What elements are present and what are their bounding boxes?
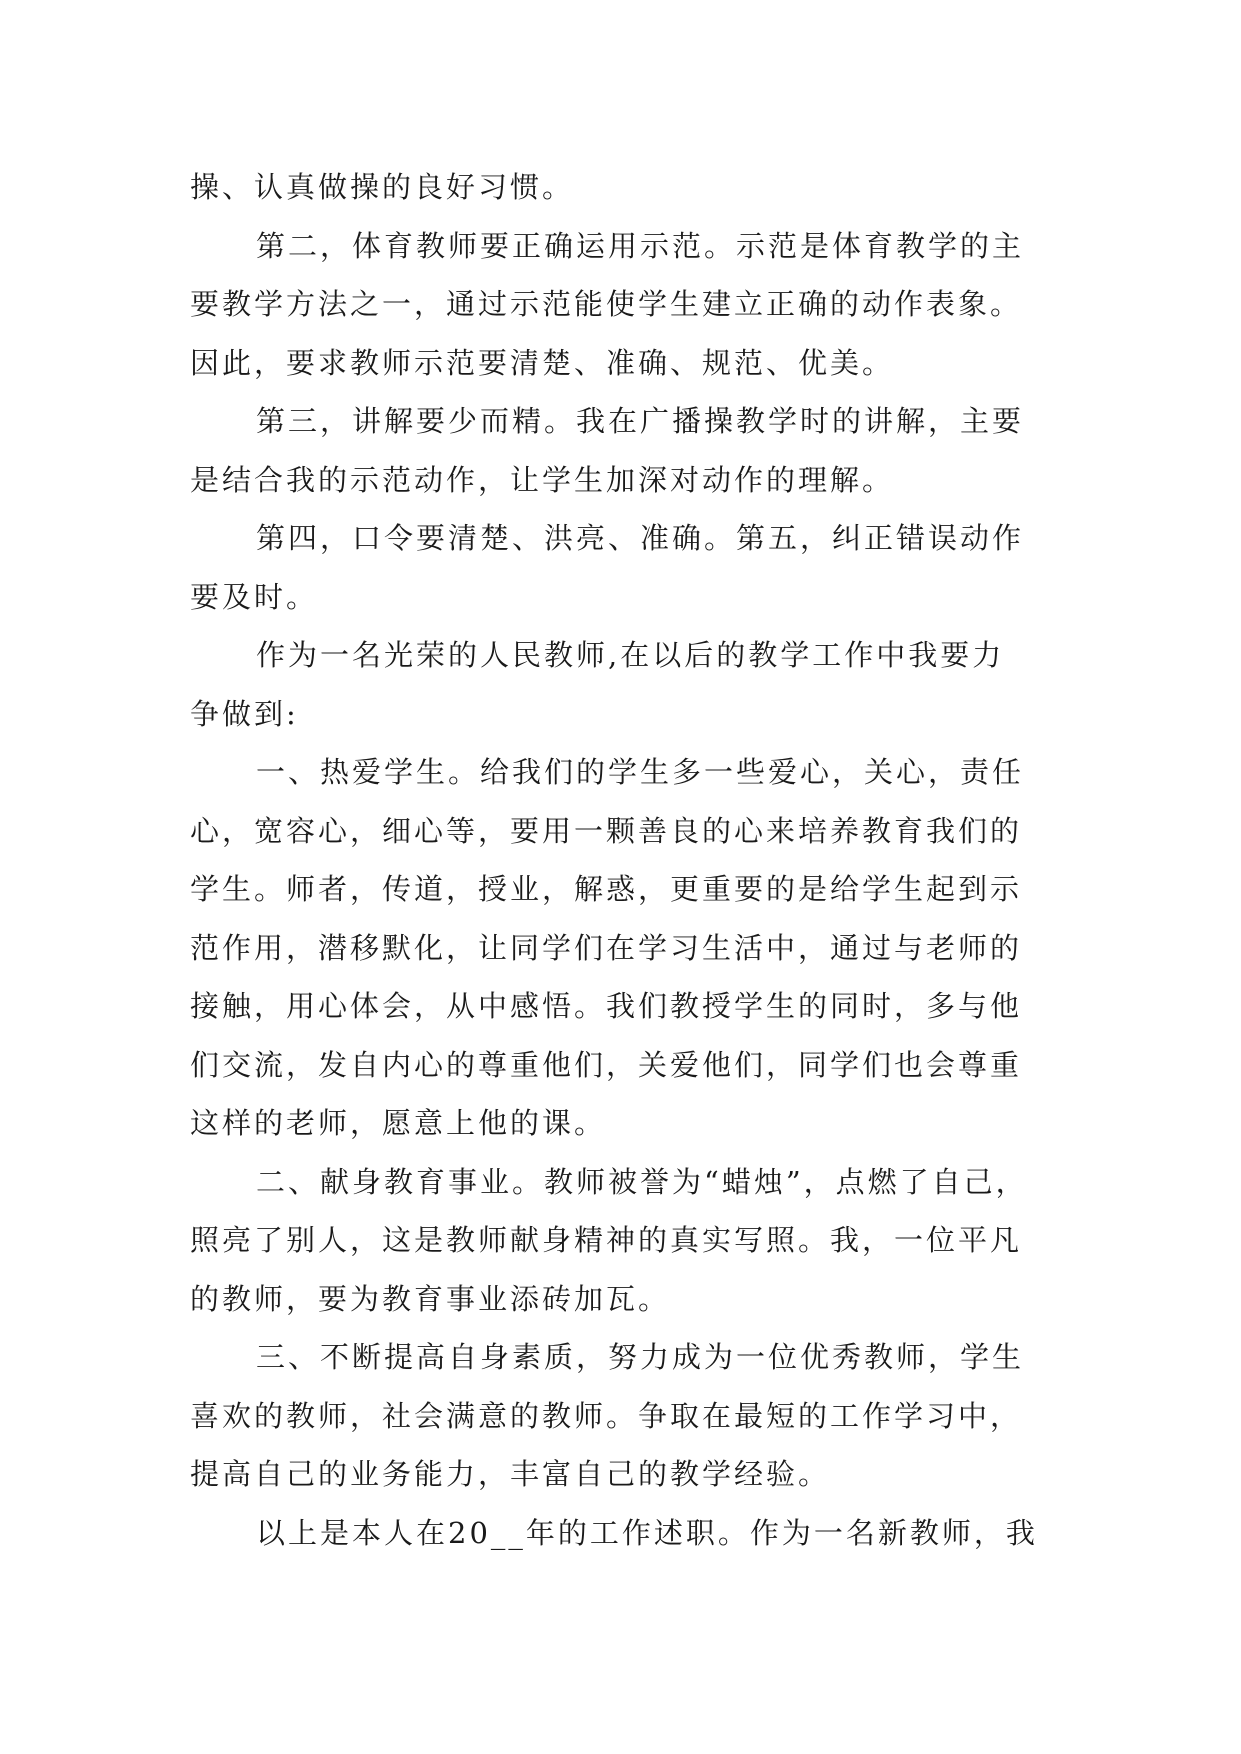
text-line: 因此，要求教师示范要清楚、准确、规范、优美。 bbox=[190, 345, 895, 380]
text-line: 二、献身教育事业。教师被誉为“蜡烛”，点燃了自己， bbox=[256, 1164, 1028, 1199]
text-line: 以上是本人在20__年的工作述职。作为一名新教师，我 bbox=[256, 1515, 1038, 1550]
text-line: 接触，用心体会，从中感悟。我们教授学生的同时，多与他 bbox=[190, 989, 1023, 1023]
text-line: 第三，讲解要少而精。我在广播操教学时的讲解，主要 bbox=[256, 404, 1025, 438]
text-line: 争做到: bbox=[190, 696, 299, 731]
text-line: 要及时。 bbox=[190, 579, 319, 614]
text-line: 学生。师者，传道，授业，解惑，更重要的是给学生起到示 bbox=[190, 872, 1023, 906]
text-line: 三、不断提高自身素质，努力成为一位优秀教师，学生 bbox=[256, 1340, 1025, 1374]
text-line: 喜欢的教师，社会满意的教师。争取在最短的工作学习中， bbox=[190, 1398, 1023, 1433]
text-line: 范作用，潜移默化，让同学们在学习生活中，通过与老师的 bbox=[190, 930, 1023, 965]
text-line: 的教师，要为教育事业添砖加瓦。 bbox=[190, 1281, 671, 1316]
text-line: 是结合我的示范动作，让学生加深对动作的理解。 bbox=[190, 462, 895, 497]
text-line: 们交流，发自内心的尊重他们，关爱他们，同学们也会尊重 bbox=[190, 1047, 1023, 1082]
text-line: 作为一名光荣的人民教师,在以后的教学工作中我要力 bbox=[256, 638, 1005, 672]
text-line: 提高自己的业务能力，丰富自己的教学经验。 bbox=[190, 1457, 831, 1491]
text-line: 第四，口令要清楚、洪亮、准确。第五，纠正错误动作 bbox=[256, 521, 1025, 555]
text-line: 这样的老师，愿意上他的课。 bbox=[190, 1106, 607, 1140]
text-line: 操、认真做操的良好习惯。 bbox=[190, 170, 575, 204]
text-line: 照亮了别人，这是教师献身精神的真实写照。我，一位平凡 bbox=[190, 1223, 1023, 1257]
text-line: 第二，体育教师要正确运用示范。示范是体育教学的主 bbox=[256, 228, 1025, 263]
text-line: 要教学方法之一，通过示范能使学生建立正确的动作表象。 bbox=[190, 287, 1023, 321]
document-body bbox=[190, 158, 1070, 1562]
text-line: 心，宽容心，细心等，要用一颗善良的心来培养教育我们的 bbox=[190, 813, 1023, 848]
text-line: 一、热爱学生。给我们的学生多一些爱心，关心，责任 bbox=[256, 755, 1025, 789]
